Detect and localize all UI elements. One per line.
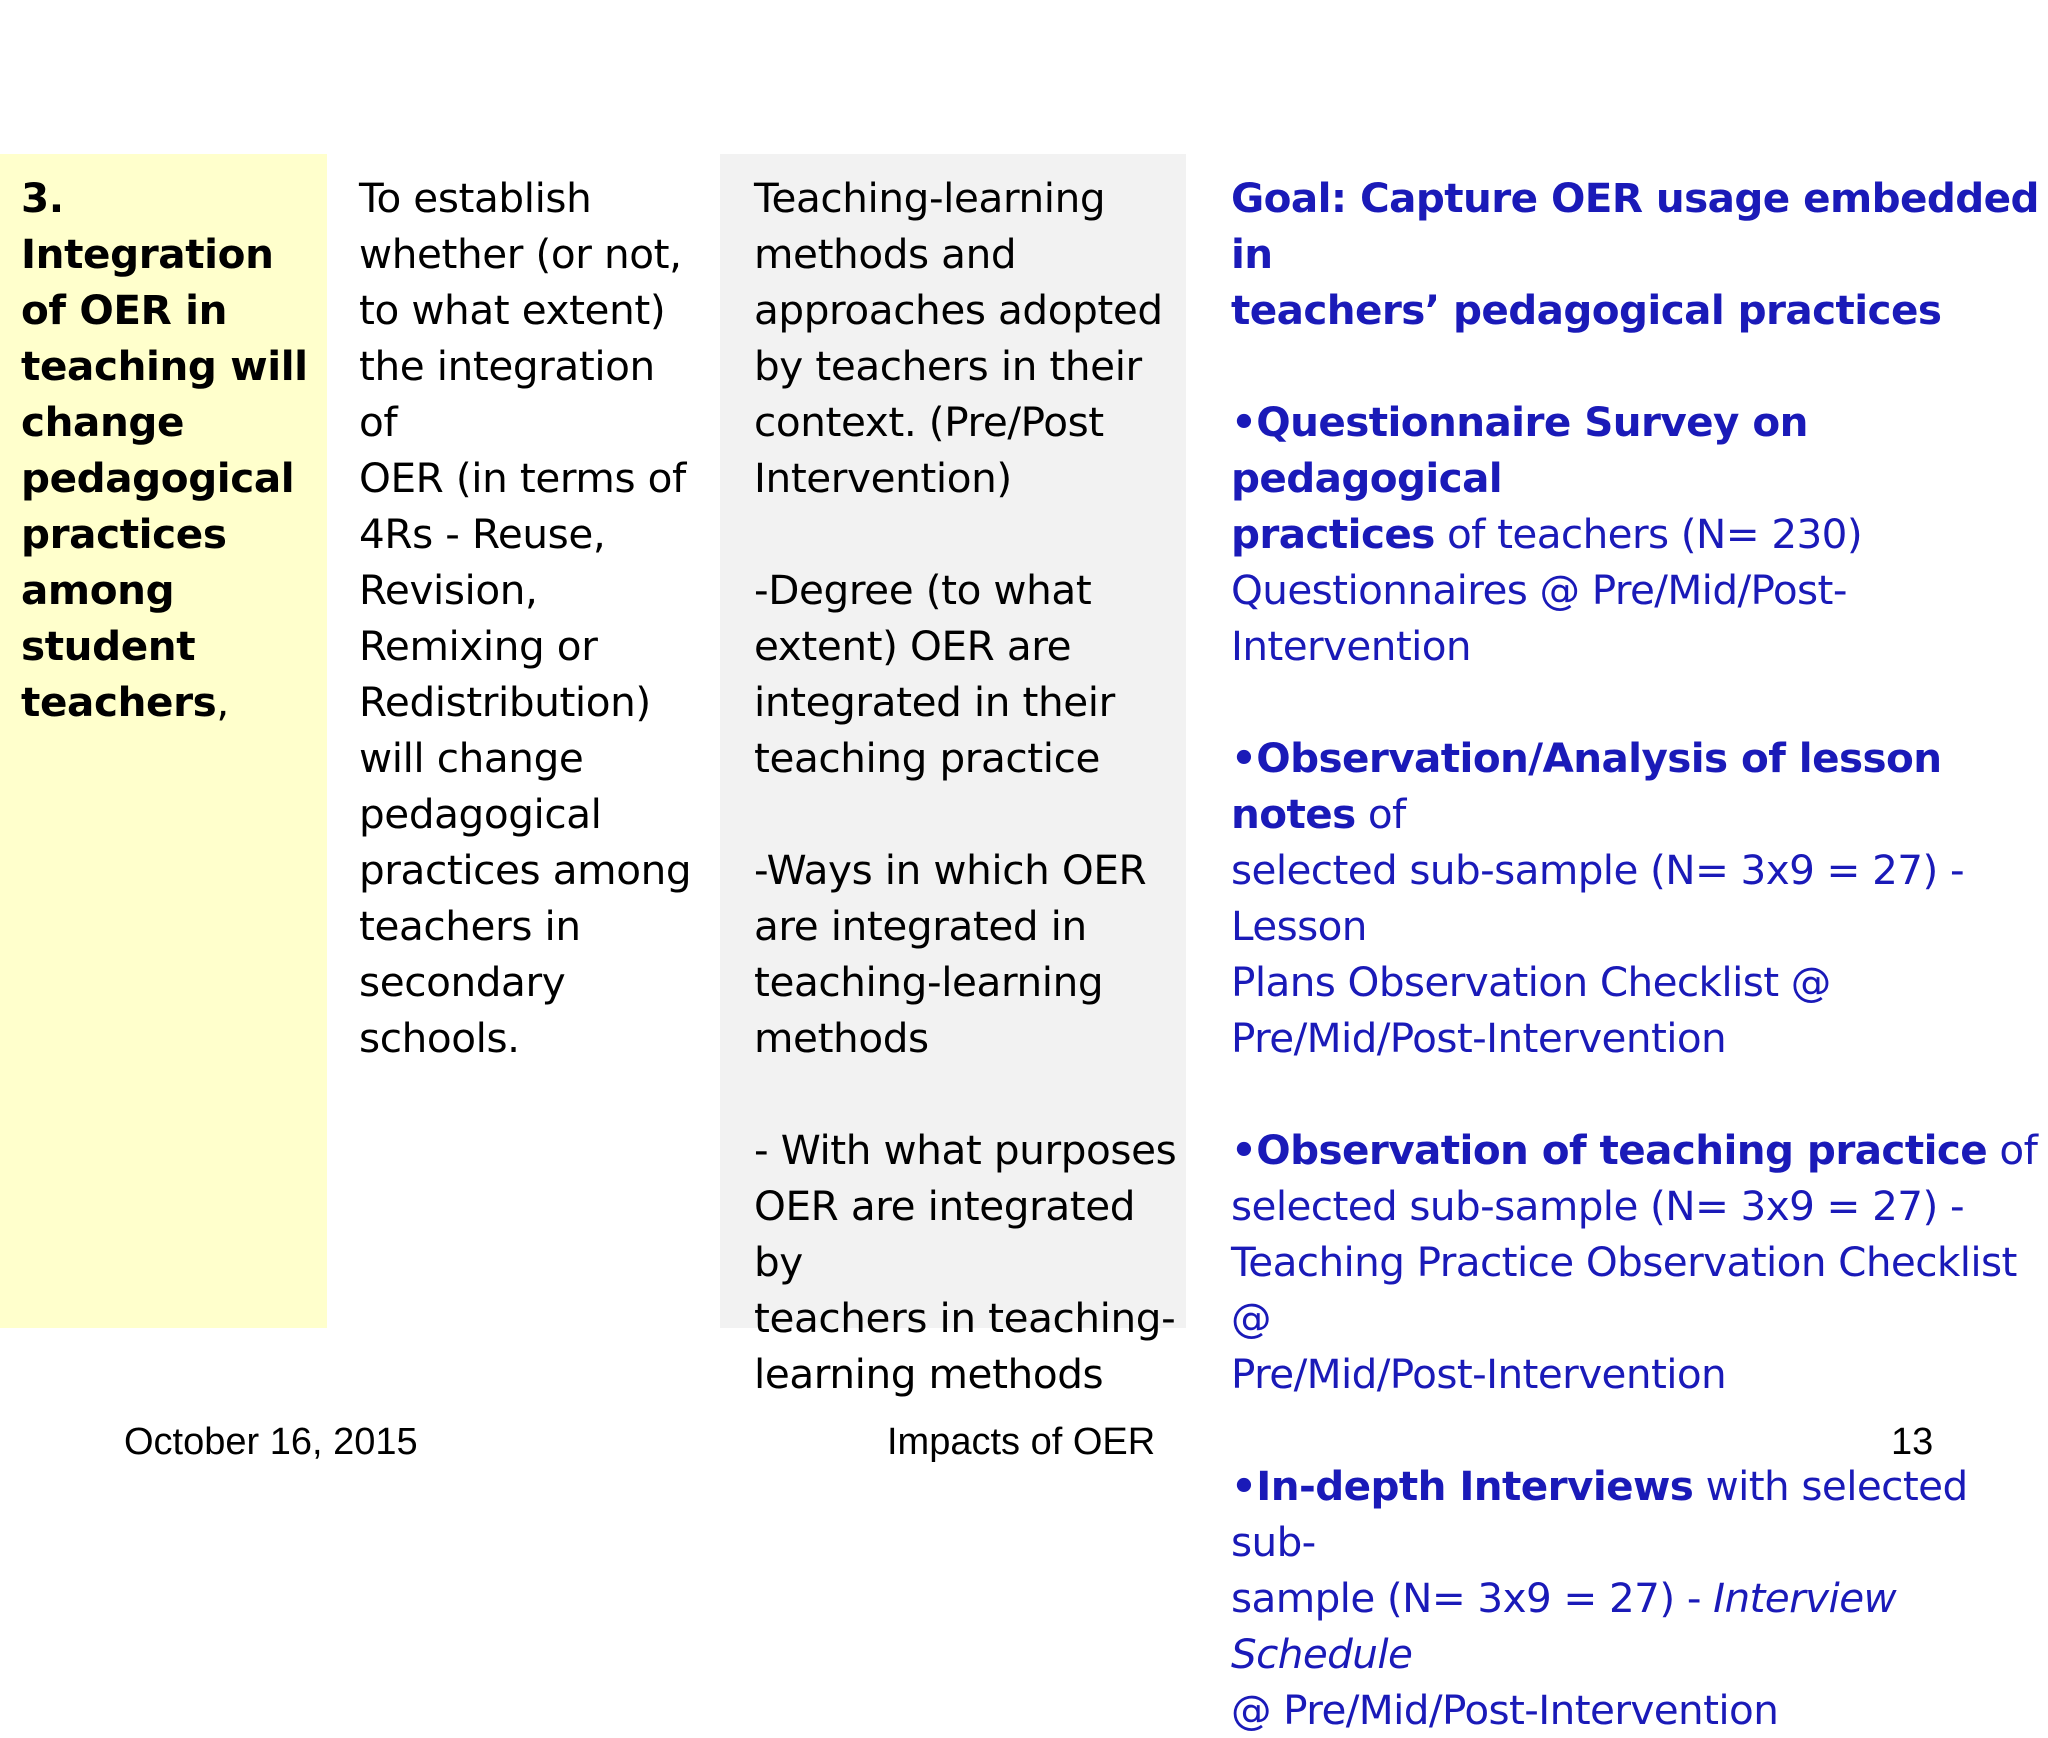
objective-line: student [21, 622, 196, 670]
variables-line: context. (Pre/Post [754, 398, 1104, 446]
variables-line: learning methods [754, 1350, 1104, 1398]
method-questionnaire [1231, 394, 2048, 506]
method-interviews [1231, 1458, 2048, 1570]
paragraph-gap [1231, 674, 2048, 730]
purpose-line: To establish [359, 174, 592, 222]
purpose-line: the integration of [359, 342, 655, 446]
method-heading: •Observation of teaching practice [1231, 1126, 1988, 1174]
objective-line: among [21, 566, 175, 614]
purpose-line: Redistribution) [359, 678, 651, 726]
method-line: Teaching Practice Observation Checklist @ [1231, 1238, 2017, 1342]
variables-line: extent) OER are [754, 622, 1072, 670]
purpose-line: Remixing or [359, 622, 598, 670]
variables-line: teaching practice [754, 734, 1101, 782]
purpose-line: OER (in terms of [359, 454, 686, 502]
variables-column [720, 154, 1186, 1398]
footer-title: Impacts of OER [887, 1421, 1156, 1463]
method-line: selected sub-sample (N= 3x9 = 27) - [1231, 1182, 1964, 1230]
method-teaching-practice [1231, 1122, 2048, 1178]
variables-line: - With what purposes [754, 1126, 1177, 1174]
method-text: sample (N= 3x9 = 27) - [1231, 1574, 1714, 1622]
variables-line: teaching-learning [754, 958, 1104, 1006]
objective-line: teaching will [21, 342, 308, 390]
method-heading: practices [1231, 510, 1435, 558]
purpose-line: secondary [359, 958, 566, 1006]
purpose-line: teachers in [359, 902, 581, 950]
purpose-column [359, 154, 699, 1328]
variables-line: Teaching-learning [754, 174, 1106, 222]
method-line: Plans Observation Checklist @ [1231, 958, 1831, 1006]
variables-line: -Ways in which OER [754, 846, 1147, 894]
objective-line: practices [21, 510, 227, 558]
variables-line: integrated in their [754, 678, 1115, 726]
method-line: selected sub-sample (N= 3x9 = 27) - Lesson [1231, 846, 1964, 950]
purpose-line: practices among [359, 846, 692, 894]
variables-line: OER are integrated by [754, 1182, 1136, 1286]
paragraph-gap [754, 506, 1178, 562]
variables-line: Intervention) [754, 454, 1012, 502]
method-heading: •Observation/Analysis of lesson notes [1231, 734, 1942, 838]
method-instrument: Interview Schedule [1231, 1574, 1897, 1678]
method-line [1231, 506, 2048, 562]
variables-line: are integrated in [754, 902, 1087, 950]
objective-line: of OER in [21, 286, 228, 334]
goal-line: Goal: Capture OER usage embedded in [1231, 174, 2039, 278]
paragraph-gap [1231, 1066, 2048, 1122]
method-text: of teachers (N= 230) [1434, 510, 1863, 558]
method-heading: •In-depth Interviews [1231, 1462, 1694, 1510]
objective-line [21, 674, 315, 730]
method-text: with selected sub- [1231, 1462, 1968, 1566]
method-line: Intervention [1231, 622, 1471, 670]
paragraph-gap [754, 786, 1178, 842]
variables-line: teachers in teaching- [754, 1294, 1176, 1342]
purpose-line: whether (or not, [359, 230, 682, 278]
method-line: Pre/Mid/Post-Intervention [1231, 1014, 1727, 1062]
paragraph-gap [1231, 338, 2048, 394]
variables-line: methods and [754, 230, 1017, 278]
objective-line: pedagogical [21, 454, 295, 502]
purpose-line: to what extent) [359, 286, 666, 334]
method-text: of [1355, 790, 1406, 838]
objective-line: 3. Integration [21, 174, 274, 278]
method-heading: •Questionnaire Survey on pedagogical [1231, 398, 1808, 502]
purpose-line: pedagogical [359, 790, 602, 838]
objective-last-word: teachers [21, 678, 217, 726]
objective-column [0, 154, 327, 1328]
paragraph-gap [754, 1066, 1178, 1122]
method-line [1231, 1570, 2048, 1682]
footer-date: October 16, 2015 [124, 1421, 418, 1463]
variables-line: approaches adopted [754, 286, 1163, 334]
purpose-line: schools. [359, 1014, 520, 1062]
variables-line: by teachers in their [754, 342, 1142, 390]
footer-page-number: 13 [1891, 1421, 1934, 1463]
method-line: @ Pre/Mid/Post-Intervention [1231, 1686, 1779, 1734]
method-lesson-notes [1231, 730, 2048, 842]
variables-line: methods [754, 1014, 929, 1062]
method-line: Questionnaires @ Pre/Mid/Post- [1231, 566, 1847, 614]
purpose-line: Revision, [359, 566, 538, 614]
method-text: of [1987, 1126, 2038, 1174]
method-line: Pre/Mid/Post-Intervention [1231, 1350, 1727, 1398]
objective-punct: , [216, 678, 229, 726]
objective-line: change [21, 398, 185, 446]
goal-line: teachers’ pedagogical practices [1231, 286, 1942, 334]
purpose-line: 4Rs - Reuse, [359, 510, 606, 558]
purpose-line: will change [359, 734, 584, 782]
variables-line: -Degree (to what [754, 566, 1092, 614]
